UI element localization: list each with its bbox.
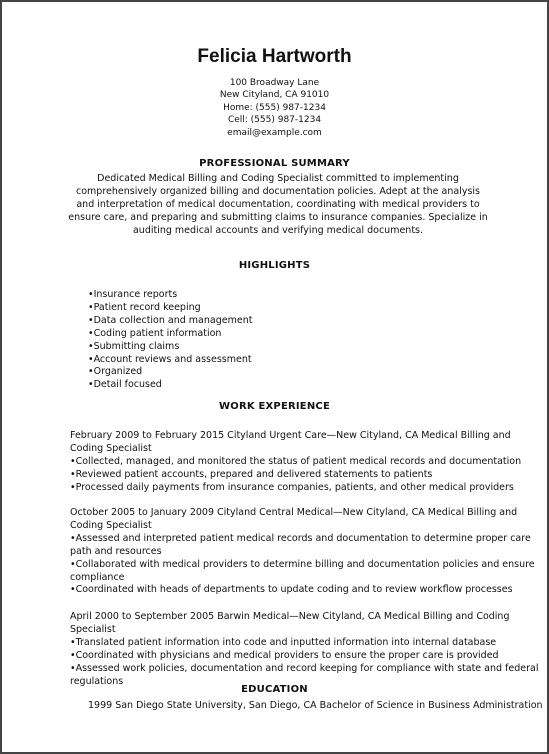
job-heading: April 2000 to September 2005 Barwin Medical—New Cityland, CA Medical Billing and Coding Specialist: [70, 611, 510, 635]
list-item: •Insurance reports: [88, 289, 178, 300]
summary-text: Dedicated Medical Billing and Coding Specialist committed to implementing comprehensively organized billing and documentation policies. Adept at the analysis and interpretation of medical documentation, coordinating with medical providers to ensure care, and preparing and submitting claims to insurance companies. Specialize in auditing medical accounts and verifying medical documents.: [68, 173, 488, 236]
job-bullet: •Collected, managed, and monitored the status of patient medical records and documentation: [70, 455, 522, 467]
job-bullet: •Assessed and interpreted patient medical records and documentation to determine proper care path and resources: [70, 532, 531, 557]
job-bullet: •Processed daily payments from insurance companies, patients, and other medical providers: [70, 481, 514, 493]
cell-phone: Cell: (555) 987-1234: [227, 115, 322, 126]
job-bullet: •Assessed work policies, documentation and record keeping for compliance with state and federal regulations: [70, 662, 539, 687]
job-heading: October 2005 to January 2009 Cityland Central Medical—New Cityland, CA Medical Billing and Coding Specialist: [70, 507, 518, 531]
list-item: •Submitting claims: [88, 340, 180, 352]
home-phone: Home: (555) 987-1234: [223, 102, 326, 113]
candidate-name: Felicia Hartworth: [197, 46, 352, 67]
job-entry-2: [70, 507, 542, 597]
list-item: •Data collection and management: [88, 314, 253, 326]
address-line-2: New Cityland, CA 91010: [219, 90, 330, 101]
experience-heading: WORK EXPERIENCE: [219, 401, 330, 412]
highlights-list: [88, 289, 252, 392]
list-item: •Coding patient information: [88, 327, 222, 339]
job-entry-3: [70, 611, 542, 688]
address-line-1: 100 Broadway Lane: [229, 78, 320, 88]
job-heading: February 2009 to February 2015 Cityland Urgent Care—New Cityland, CA Medical Billing and Coding Specialist: [70, 430, 511, 454]
job-entry-1: [70, 430, 542, 495]
job-bullet: •Coordinated with physicians and medical providers to ensure the proper care is provided: [70, 649, 499, 661]
job-bullet: •Reviewed patient accounts, prepared and delivered statements to patients: [70, 468, 433, 480]
list-item: •Detail focused: [88, 379, 162, 391]
job-bullet: •Coordinated with heads of departments to update coding and to review workflow processes: [70, 584, 513, 596]
job-bullet: •Translated patient information into code and inputted information into internal database: [70, 636, 497, 648]
education-entry: 1999 San Diego State University, San Diego, CA Bachelor of Science in Business Administration: [88, 700, 543, 711]
list-item: •Patient record keeping: [88, 301, 201, 313]
job-bullet: •Collaborated with medical providers to determine billing and documentation policies and ensure compliance: [70, 558, 535, 583]
education-heading: EDUCATION: [241, 684, 308, 695]
list-item: •Account reviews and assessment: [88, 353, 252, 365]
highlights-heading: HIGHLIGHTS: [238, 260, 311, 271]
email-address: email@example.com: [227, 127, 322, 138]
list-item: •Organized: [88, 366, 143, 378]
contact-block: [2, 77, 547, 139]
summary-heading: PROFESSIONAL SUMMARY: [199, 158, 350, 169]
